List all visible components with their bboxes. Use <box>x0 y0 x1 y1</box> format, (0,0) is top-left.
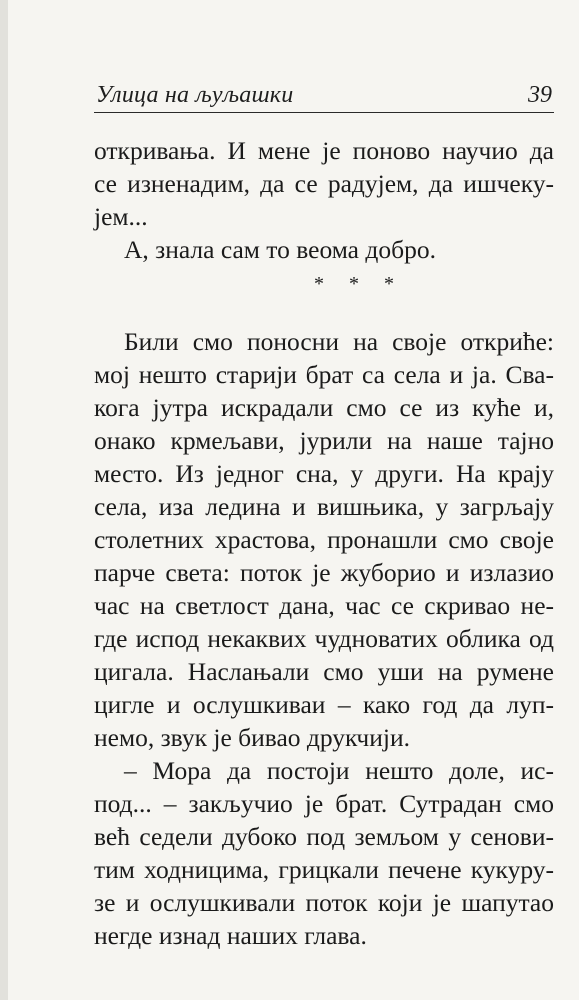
running-title: Улица на љуљашки <box>96 82 294 108</box>
text-line: парче света: поток је жуборио и излазио <box>94 558 554 587</box>
text-line: откривања. И мене је поново научио да <box>94 136 554 165</box>
text-line: већ седели дубоко под земљом у сенови- <box>94 822 554 851</box>
page-number: 39 <box>528 82 552 108</box>
text-line: кога јутра искрадали смо се из куће и, <box>94 393 554 422</box>
text-line: негде изнад наших глава. <box>94 921 367 950</box>
text-line: столетних храстова, пронашли смо своје <box>94 525 554 554</box>
text-line: зе и ослушкивали поток који је шапутао <box>94 888 554 917</box>
text-line: онако крмељави, јурили на наше тајно <box>94 426 554 455</box>
text-line: јем... <box>94 202 148 231</box>
text-line: цигле и ослушкиваи – како год да луп- <box>94 690 554 719</box>
text-line: под... – закључио је брат. Сутрадан смо <box>94 789 554 818</box>
body-text <box>94 134 554 952</box>
text-line: место. Из једног сна, у други. На крају <box>94 459 554 488</box>
text-line: – Мора да постоји нешто доле, ис- <box>124 756 554 785</box>
text-line: тим ходницима, грицкали печене кукуру- <box>94 855 554 884</box>
text-line: час на светлост дана, час се скривао не- <box>94 591 554 620</box>
running-header <box>94 82 554 113</box>
text-line: немо, звук је бивао друкчији. <box>94 723 411 752</box>
text-line: цигала. Наслањали смо уши на румене <box>94 657 554 686</box>
text-line: села, иза ледина и вишњика, у загрљају <box>94 492 554 521</box>
section-separator: * * * <box>314 273 404 295</box>
text-line: Били смо поносни на своје откриће: <box>124 327 554 356</box>
text-line: се изненадим, да се радујем, да ишчеку- <box>94 169 554 198</box>
text-line: А, знала сам то веома добро. <box>124 235 436 264</box>
text-line: мој нешто старији брат са села и ја. Сва- <box>94 360 554 389</box>
text-line: где испод некаквих чудноватих облика од <box>94 624 554 653</box>
